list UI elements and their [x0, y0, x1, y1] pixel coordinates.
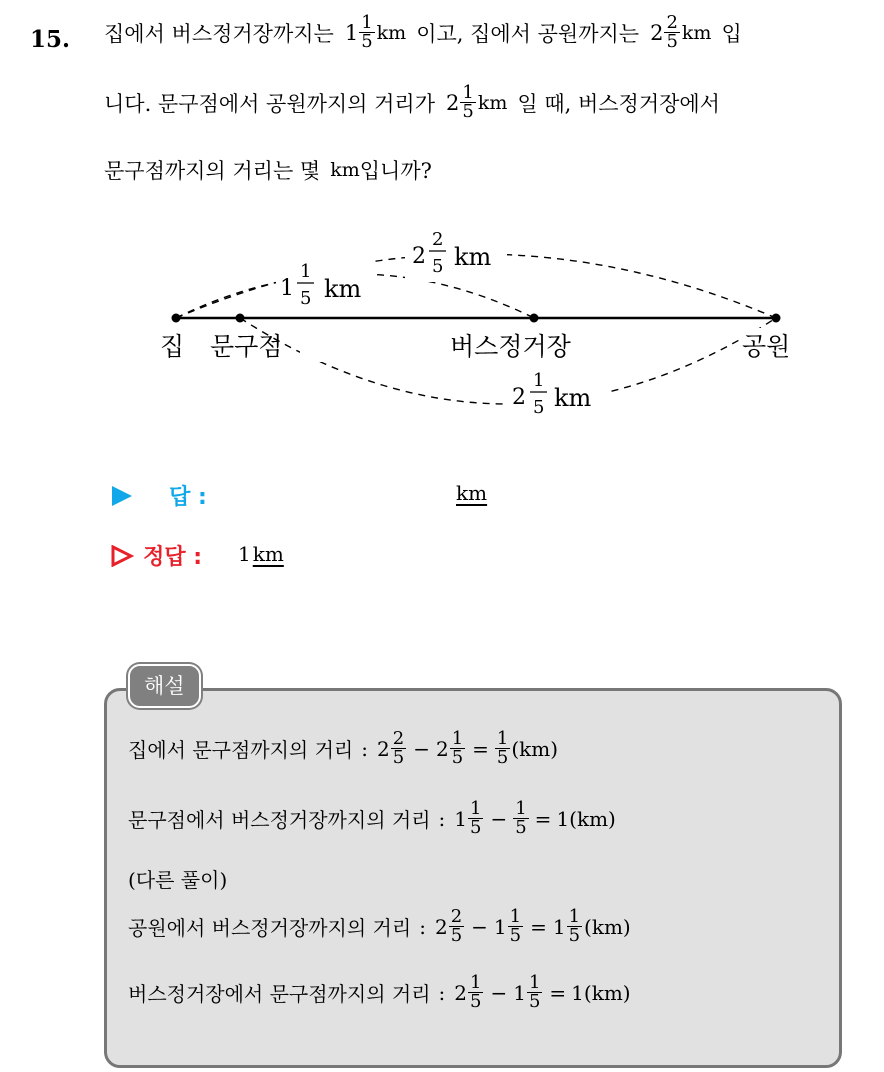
correct-answer-row	[110, 540, 202, 571]
question-text: 니다. 문구점에서 공원까지의 거리가	[104, 91, 435, 116]
mixed-fraction: 2 $\frac{1}{5}$	[446, 82, 474, 122]
unit-text: km	[330, 159, 360, 181]
unit-text: km	[681, 21, 712, 44]
svg-text:5: 5	[300, 288, 312, 309]
svg-text:1: 1	[533, 370, 545, 391]
label-bus: 버스정거장	[450, 332, 571, 361]
solution-line-2: 문구점에서 버스정거장까지의 거리 : 1 $\frac{1}{5}$ − $\frac{1}{5}$ = 1(km)	[128, 798, 616, 838]
svg-text:5: 5	[533, 397, 545, 418]
question-line-2	[104, 84, 720, 121]
svg-text:km: km	[454, 243, 492, 271]
solution-tag: 해설	[128, 664, 201, 708]
solution-line-1: 집에서 문구점까지의 거리 : 2 $\frac{2}{5}$ − 2 $\frac{1}{5}$ = $\frac{1}{5}$ (km)	[128, 728, 559, 768]
solution-text: 버스정거장에서 문구점까지의 거리	[128, 982, 431, 1006]
solution-text: 공원에서 버스정거장까지의 거리	[128, 916, 412, 940]
correct-answer-label: 정답 :	[143, 545, 203, 570]
filled-triangle-icon	[110, 485, 134, 507]
distance-diagram	[150, 220, 830, 430]
question-line-3	[104, 155, 432, 185]
solution-text: 집에서 문구점까지의 거리	[128, 738, 354, 762]
unit-text: km	[376, 21, 407, 44]
label-home: 집	[160, 332, 185, 361]
question-number: 15.	[30, 26, 71, 53]
bus-point	[530, 314, 539, 323]
question-text: 입니까?	[359, 159, 432, 183]
question-text: 이고, 집에서 공원까지는	[416, 21, 640, 46]
solution-line-3	[128, 864, 227, 893]
mixed-fraction: 1 $\frac{1}{5}$	[344, 12, 373, 52]
svg-text:km: km	[554, 384, 592, 412]
question-line-1	[104, 14, 742, 51]
question-text: 일 때, 버스정거장에서	[517, 91, 720, 116]
solution-text: (다른 풀이)	[128, 868, 228, 892]
outline-triangle-icon	[110, 545, 134, 567]
svg-text:km: km	[324, 275, 362, 303]
unit-text: km	[477, 91, 508, 114]
label-park: 공원	[742, 332, 791, 361]
answer-blank-unit: km	[456, 481, 488, 505]
svg-text:5: 5	[432, 256, 444, 277]
svg-text:2: 2	[432, 229, 444, 250]
solution-line-5: 버스정거장에서 문구점까지의 거리 : 2 $\frac{1}{5}$ − 1 $\frac{1}{5}$ = 1(km)	[128, 972, 631, 1012]
answer-row	[110, 480, 207, 511]
answer-label: 답 :	[169, 485, 207, 510]
solution-line-4: 공원에서 버스정거장까지의 거리 : 2 $\frac{2}{5}$ − 1 $\frac{1}{5}$ = 1 $\frac{1}{5}$ (km)	[128, 906, 631, 946]
label-store: 문구점	[210, 332, 283, 361]
svg-text:1: 1	[300, 261, 312, 282]
svg-text:2: 2	[412, 244, 426, 269]
solution-text: 문구점에서 버스정거장까지의 거리	[128, 808, 431, 832]
question-text: 입	[721, 21, 742, 46]
mixed-fraction: 2 $\frac{2}{5}$	[650, 12, 678, 52]
question-text: 문구점까지의 거리는 몇	[104, 159, 321, 183]
svg-text:2: 2	[512, 385, 526, 410]
correct-answer-value: 1 km	[238, 542, 284, 566]
svg-text:1: 1	[280, 276, 294, 301]
question-text: 집에서 버스정거장까지는	[104, 21, 334, 46]
